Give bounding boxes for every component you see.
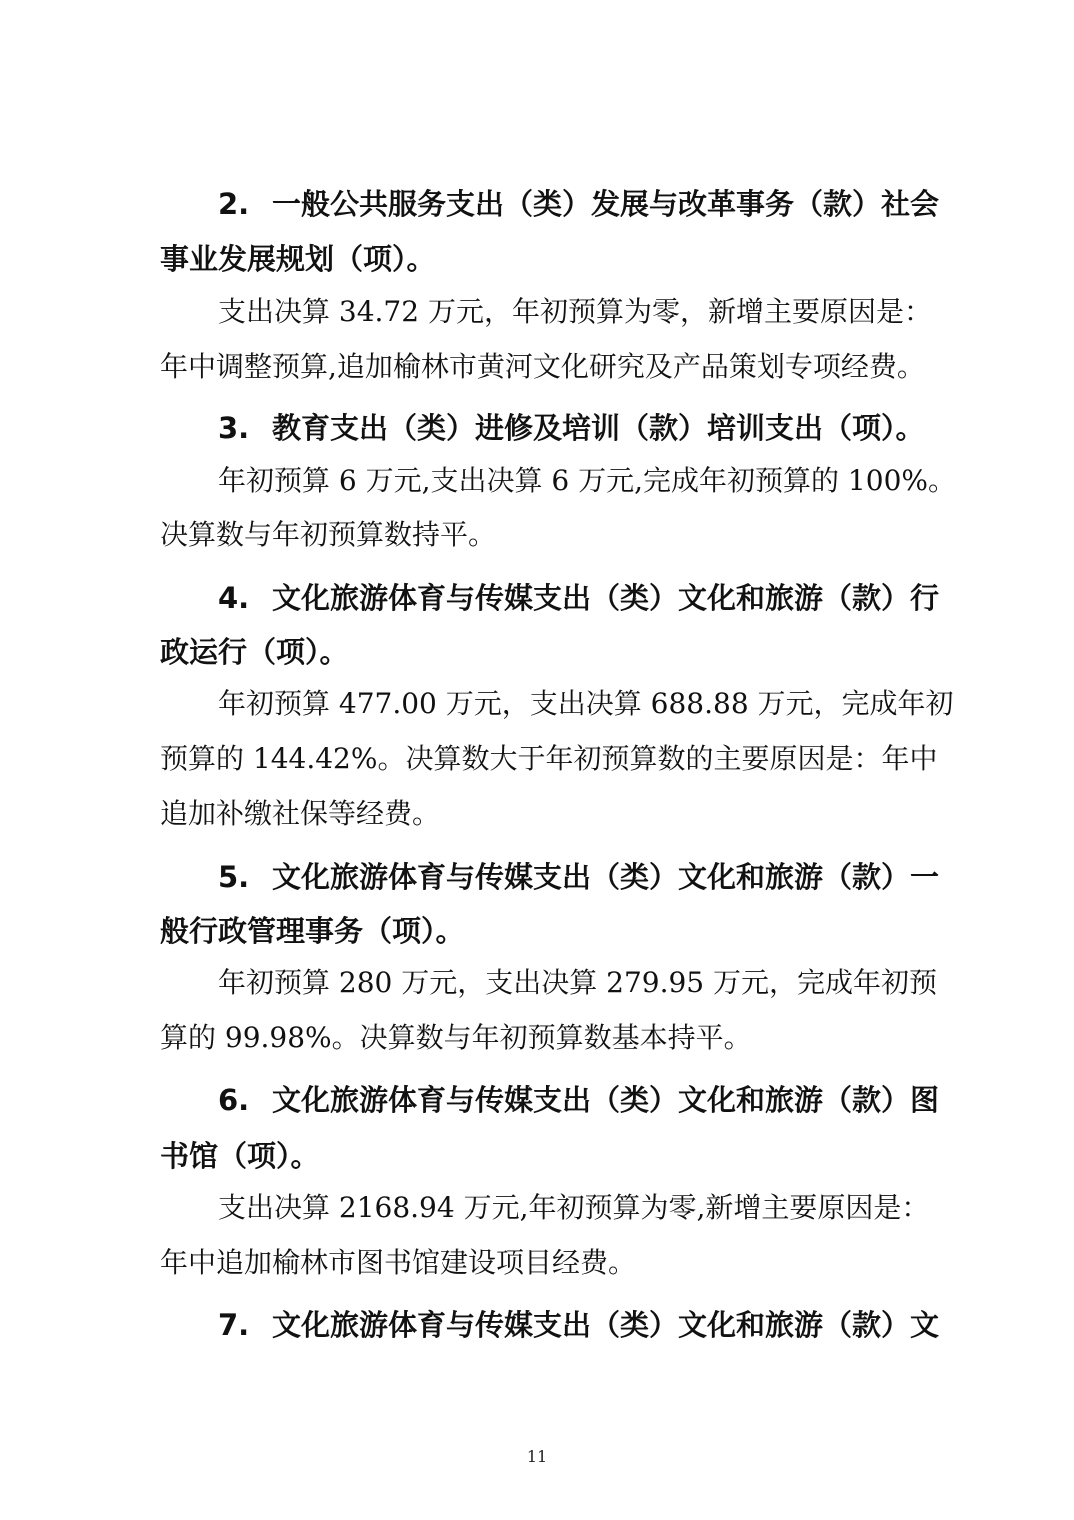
body-line: 追加补缴社保等经费。 — [160, 797, 441, 830]
section-number: 4. — [218, 581, 250, 615]
body-line: 年初预算 6 万元,支出决算 6 万元,完成年初预算的 100%。 — [218, 464, 956, 497]
body-line: 年初预算 477.00 万元，支出决算 688.88 万元，完成年初 — [218, 687, 954, 720]
section-heading — [218, 187, 940, 221]
section-number: 3. — [218, 411, 250, 445]
section-heading-text: 教育支出（类）进修及培训（款）培训支出（项）。 — [272, 411, 925, 445]
section-heading-text: 文化旅游体育与传媒支出（类）文化和旅游（款）一 — [272, 860, 940, 894]
section-number: 6. — [218, 1083, 250, 1117]
section-heading-continuation: 书馆（项）。 — [160, 1139, 320, 1173]
section-heading-continuation: 事业发展规划（项）。 — [160, 242, 436, 276]
body-line: 预算的 144.42%。决算数大于年初预算数的主要原因是：年中 — [160, 742, 938, 775]
page-number: 11 — [526, 1447, 548, 1466]
body-line: 决算数与年初预算数持平。 — [160, 518, 497, 551]
section-heading — [218, 411, 930, 445]
section-heading-continuation: 政运行（项）。 — [160, 635, 349, 669]
section-heading — [218, 1308, 940, 1342]
body-line: 支出决算 34.72 万元，年初预算为零，新增主要原因是： — [218, 295, 932, 328]
section-heading — [218, 860, 940, 894]
section-heading-text: 文化旅游体育与传媒支出（类）文化和旅游（款）文 — [272, 1308, 940, 1342]
body-line: 支出决算 2168.94 万元,年初预算为零,新增主要原因是： — [218, 1191, 930, 1224]
section-heading-text: 文化旅游体育与传媒支出（类）文化和旅游（款）行 — [272, 581, 940, 615]
section-number: 7. — [218, 1308, 250, 1342]
section-heading-continuation: 般行政管理事务（项）。 — [160, 914, 465, 948]
body-line: 年初预算 280 万元，支出决算 279.95 万元，完成年初预 — [218, 966, 938, 999]
body-line: 年中调整预算,追加榆林市黄河文化研究及产品策划专项经费。 — [160, 350, 925, 383]
section-number: 5. — [218, 860, 250, 894]
body-line: 年中追加榆林市图书馆建设项目经费。 — [160, 1246, 637, 1279]
section-heading — [218, 1083, 940, 1117]
section-heading — [218, 581, 940, 615]
section-heading-text: 文化旅游体育与传媒支出（类）文化和旅游（款）图 — [272, 1083, 940, 1117]
body-line: 算的 99.98%。决算数与年初预算数基本持平。 — [160, 1021, 752, 1054]
section-heading-text: 一般公共服务支出（类）发展与改革事务（款）社会 — [272, 187, 940, 221]
section-number: 2. — [218, 187, 250, 221]
